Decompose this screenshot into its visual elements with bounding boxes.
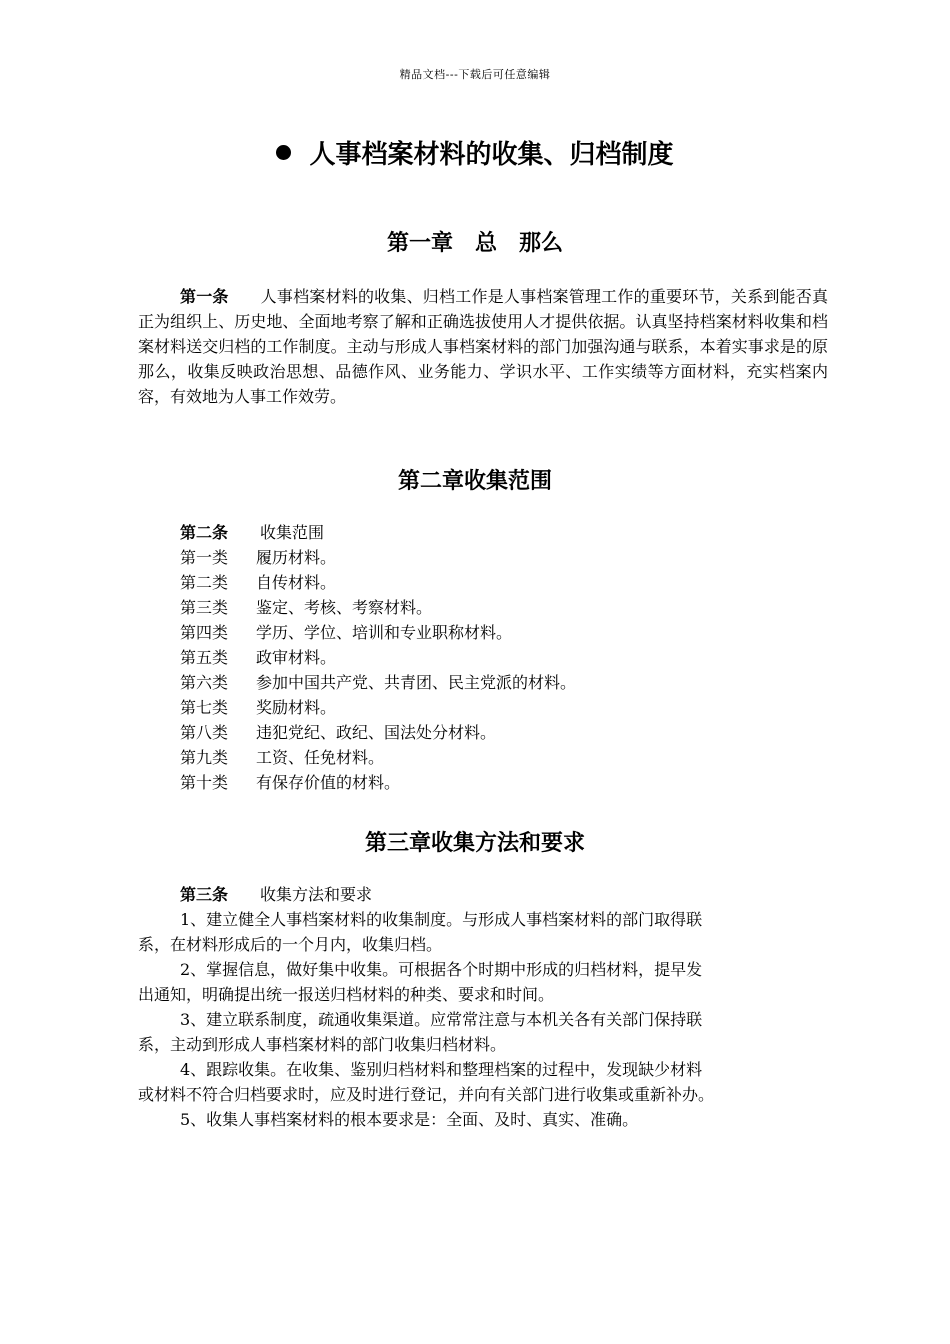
paragraph-line: 出通知，明确提出统一报送归档材料的种类、要求和时间。 <box>138 985 555 1004</box>
paragraph-line: 5、收集人事档案材料的根本要求是：全面、及时、真实、准确。 <box>180 1110 639 1129</box>
list-item: 第七类 奖励材料。 <box>180 698 337 717</box>
article3-heading-row <box>138 882 828 907</box>
article2-heading-row <box>180 520 820 545</box>
list-item: 第八类 违犯党纪、政纪、国法处分材料。 <box>180 723 497 742</box>
article1-text: 人事档案材料的收集、归档工作是人事档案管理工作的重要环节，关系到能否真正为组织上、历史地、全面地考察了解和正确选拔使用人才提供依据。认真坚持档案材料收集和档案材料送交归档的工作制度。主动与形成人事档案材料的部门加强沟通与联系，本着实事求是的原那么，收集反映政治思想、品德作风、业务能力、学识水平、工作实绩等方面材料，充实档案内容，有效地为人事工作效劳。 <box>138 287 828 406</box>
bullet-icon <box>276 145 291 160</box>
chapter1-article1 <box>138 284 828 409</box>
chapter3-heading: 第三章收集方法和要求 <box>364 831 585 856</box>
paragraph-line: 或材料不符合归档要求时，应及时进行登记，并向有关部门进行收集或重新补办。 <box>138 1085 715 1104</box>
chapter3-body <box>138 882 828 1132</box>
list-item: 第四类 学历、学位、培训和专业职称材料。 <box>180 623 513 642</box>
page-title <box>0 134 950 171</box>
article3-title: 收集方法和要求 <box>260 885 373 904</box>
list-item: 第三类 鉴定、考核、考察材料。 <box>180 598 433 617</box>
article3-label: 第三条 <box>180 885 229 904</box>
chapter2-heading: 第二章收集范围 <box>397 469 552 494</box>
list-item: 第十类 有保存价值的材料。 <box>180 773 401 792</box>
paragraph-line: 系，主动到形成人事档案材料的部门收集归档材料。 <box>138 1035 507 1054</box>
paragraph-line: 系，在材料形成后的一个月内，收集归档。 <box>138 935 443 954</box>
page-title-text: 人事档案材料的收集、归档制度 <box>309 140 674 170</box>
list-item: 第六类 参加中国共产党、共青团、民主党派的材料。 <box>180 673 577 692</box>
header-note: 精品文档---下载后可任意编辑 <box>399 68 551 81</box>
article2-label: 第二条 <box>180 523 229 542</box>
list-item: 第二类 自传材料。 <box>180 573 337 592</box>
article1-label: 第一条 <box>180 287 229 306</box>
chapter1-heading: 第一章 总 那么 <box>386 231 563 256</box>
chapter2-list <box>180 520 820 795</box>
paragraph-line: 4、跟踪收集。在收集、鉴别归档材料和整理档案的过程中，发现缺少材料 <box>180 1060 703 1079</box>
paragraph-line: 3、建立联系制度，疏通收集渠道。应常常注意与本机关各有关部门保持联 <box>180 1010 703 1029</box>
paragraph-line: 1、建立健全人事档案材料的收集制度。与形成人事档案材料的部门取得联 <box>180 910 703 929</box>
article2-title: 收集范围 <box>260 523 325 542</box>
list-item: 第九类 工资、任免材料。 <box>180 748 385 767</box>
list-item: 第五类 政审材料。 <box>180 648 337 667</box>
list-item: 第一类 履历材料。 <box>180 548 337 567</box>
paragraph-line: 2、掌握信息，做好集中收集。可根据各个时期中形成的归档材料，提早发 <box>180 960 703 979</box>
